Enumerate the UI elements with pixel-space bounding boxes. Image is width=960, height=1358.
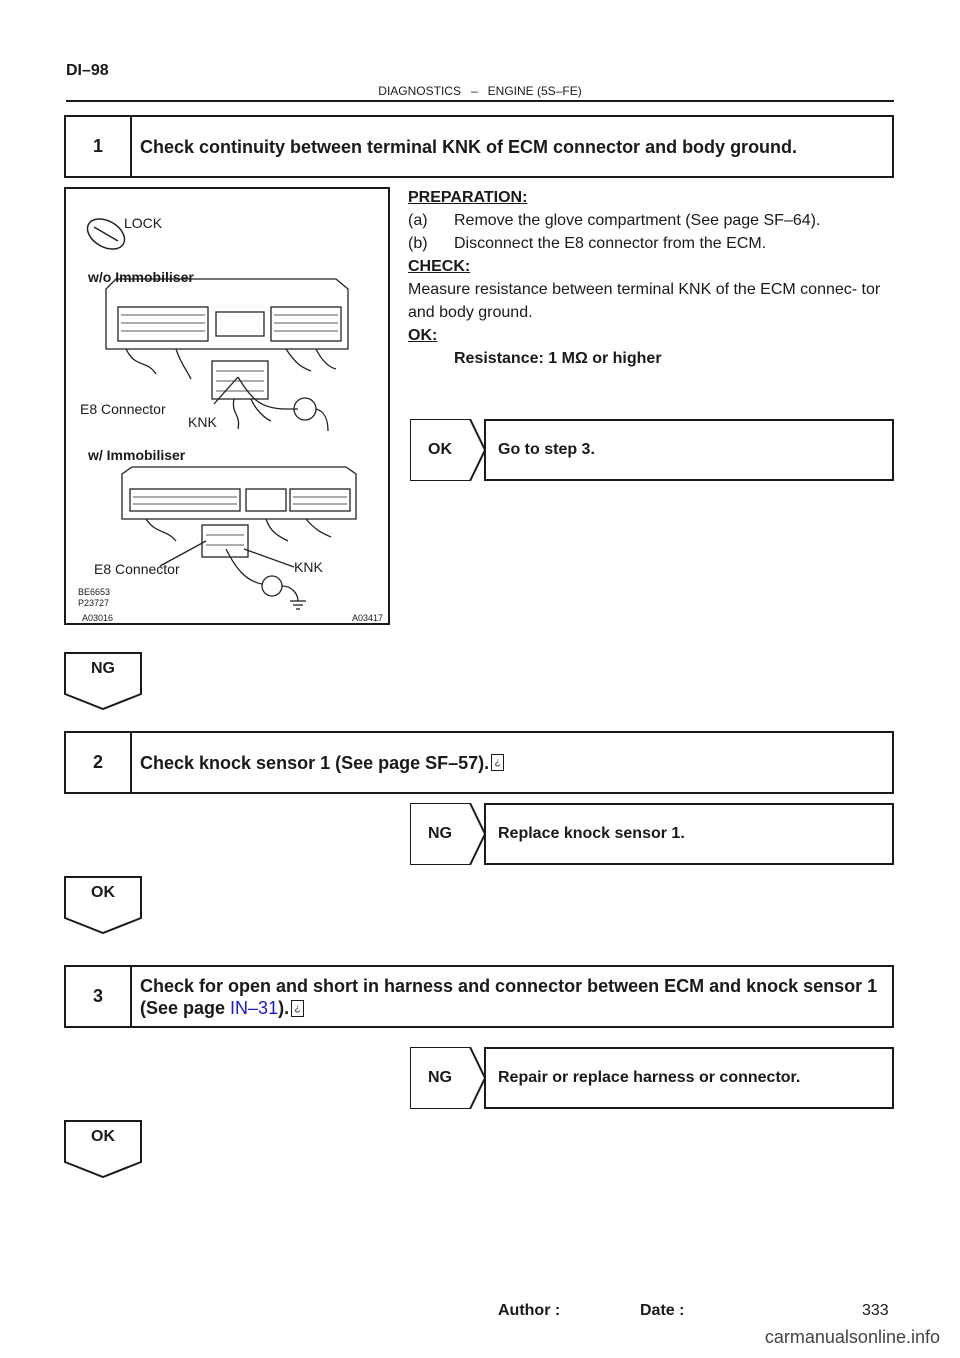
knk-label-top: KNK <box>188 414 217 430</box>
figure-code-1: BE6653 <box>78 587 111 597</box>
result-ng-repair-harness <box>410 1047 894 1109</box>
prep-item-a-text: Remove the glove compartment (See page SF–64). <box>454 212 821 229</box>
ok-down-tag-2 <box>64 876 142 934</box>
author-label: Author : <box>498 1302 561 1319</box>
step-2-title <box>140 733 882 792</box>
prep-item-b-text: Disconnect the E8 connector from the ECM. <box>454 235 767 252</box>
prep-item-b-marker: (b) <box>408 235 428 252</box>
subsection-title: ENGINE (5S–FE) <box>487 84 582 98</box>
step-2-title-text: Check knock sensor 1 (See page SF–57). <box>140 752 490 773</box>
procedure-text <box>408 186 898 370</box>
date-label: Date : <box>640 1302 685 1319</box>
ecm-bottom <box>122 467 356 609</box>
page-id: DI–98 <box>66 62 109 79</box>
reference-icon: ¿ <box>291 1000 304 1017</box>
header-rule <box>66 100 894 102</box>
result-2-text: Replace knock sensor 1. <box>484 803 894 865</box>
step-3-box <box>64 965 894 1028</box>
figure-code-3: A03016 <box>82 613 114 623</box>
lock-label: LOCK <box>124 215 163 231</box>
step-2-number: 2 <box>66 733 132 792</box>
check-text: Measure resistance between terminal KNK of the ECM connec- tor and body ground. <box>408 281 881 321</box>
ok-down-tag-3 <box>64 1120 142 1178</box>
ok-tag-label-2: OK <box>91 884 115 901</box>
section-header <box>0 84 960 98</box>
step-2-box <box>64 731 894 794</box>
ok-value: Resistance: 1 MΩ or higher <box>454 350 662 367</box>
result-3-text: Repair or replace harness or connector. <box>484 1047 894 1109</box>
page-number: 333 <box>862 1302 889 1319</box>
connector-diagram <box>64 187 390 625</box>
preparation-label: PREPARATION: <box>408 189 528 206</box>
prep-item-a-marker: (a) <box>408 212 428 229</box>
figure-code-2: P23727 <box>78 598 110 608</box>
ng-down-tag <box>64 652 142 710</box>
e8-connector-label-top: E8 Connector <box>80 401 166 417</box>
step-3-number: 3 <box>66 967 132 1026</box>
reference-icon: ¿ <box>491 754 504 771</box>
e8-connector-label-bottom: E8 Connector <box>94 561 180 577</box>
step-3-title <box>140 967 882 1026</box>
step-1-number: 1 <box>66 117 132 176</box>
w-immobiliser-label: w/ Immobiliser <box>88 447 186 463</box>
prep-item-b <box>408 232 898 255</box>
figure-code-4: A03417 <box>352 613 384 623</box>
lock-icon <box>82 213 130 256</box>
step-1-title: Check continuity between terminal KNK of ECM connector and body ground. <box>140 136 798 157</box>
result-1-tag: OK <box>428 441 452 458</box>
ok-tag-label-3: OK <box>91 1128 115 1145</box>
page-link-in31[interactable]: IN–31 <box>230 997 279 1018</box>
header-dash: – <box>470 84 478 98</box>
knk-label-bottom: KNK <box>294 559 323 575</box>
check-label: CHECK: <box>408 258 471 275</box>
wo-immobiliser-label: w/o Immobiliser <box>88 269 194 285</box>
result-ok-go-step3 <box>410 419 894 481</box>
ng-tag-label: NG <box>91 660 115 677</box>
step-3-title-text: Check for open and short in harness and connector between ECM and knock sensor 1 (See page <box>140 975 878 1018</box>
section-title: DIAGNOSTICS <box>378 84 461 98</box>
ok-label: OK: <box>408 327 438 344</box>
watermark: carmanualsonline.info <box>764 1327 940 1347</box>
result-2-tag: NG <box>428 825 452 842</box>
prep-item-a <box>408 209 898 232</box>
result-3-tag: NG <box>428 1069 452 1086</box>
result-ng-replace-sensor <box>410 803 894 865</box>
result-1-text: Go to step 3. <box>484 419 894 481</box>
step-1-box <box>64 115 894 178</box>
step-3-title-end: ). <box>278 997 290 1018</box>
